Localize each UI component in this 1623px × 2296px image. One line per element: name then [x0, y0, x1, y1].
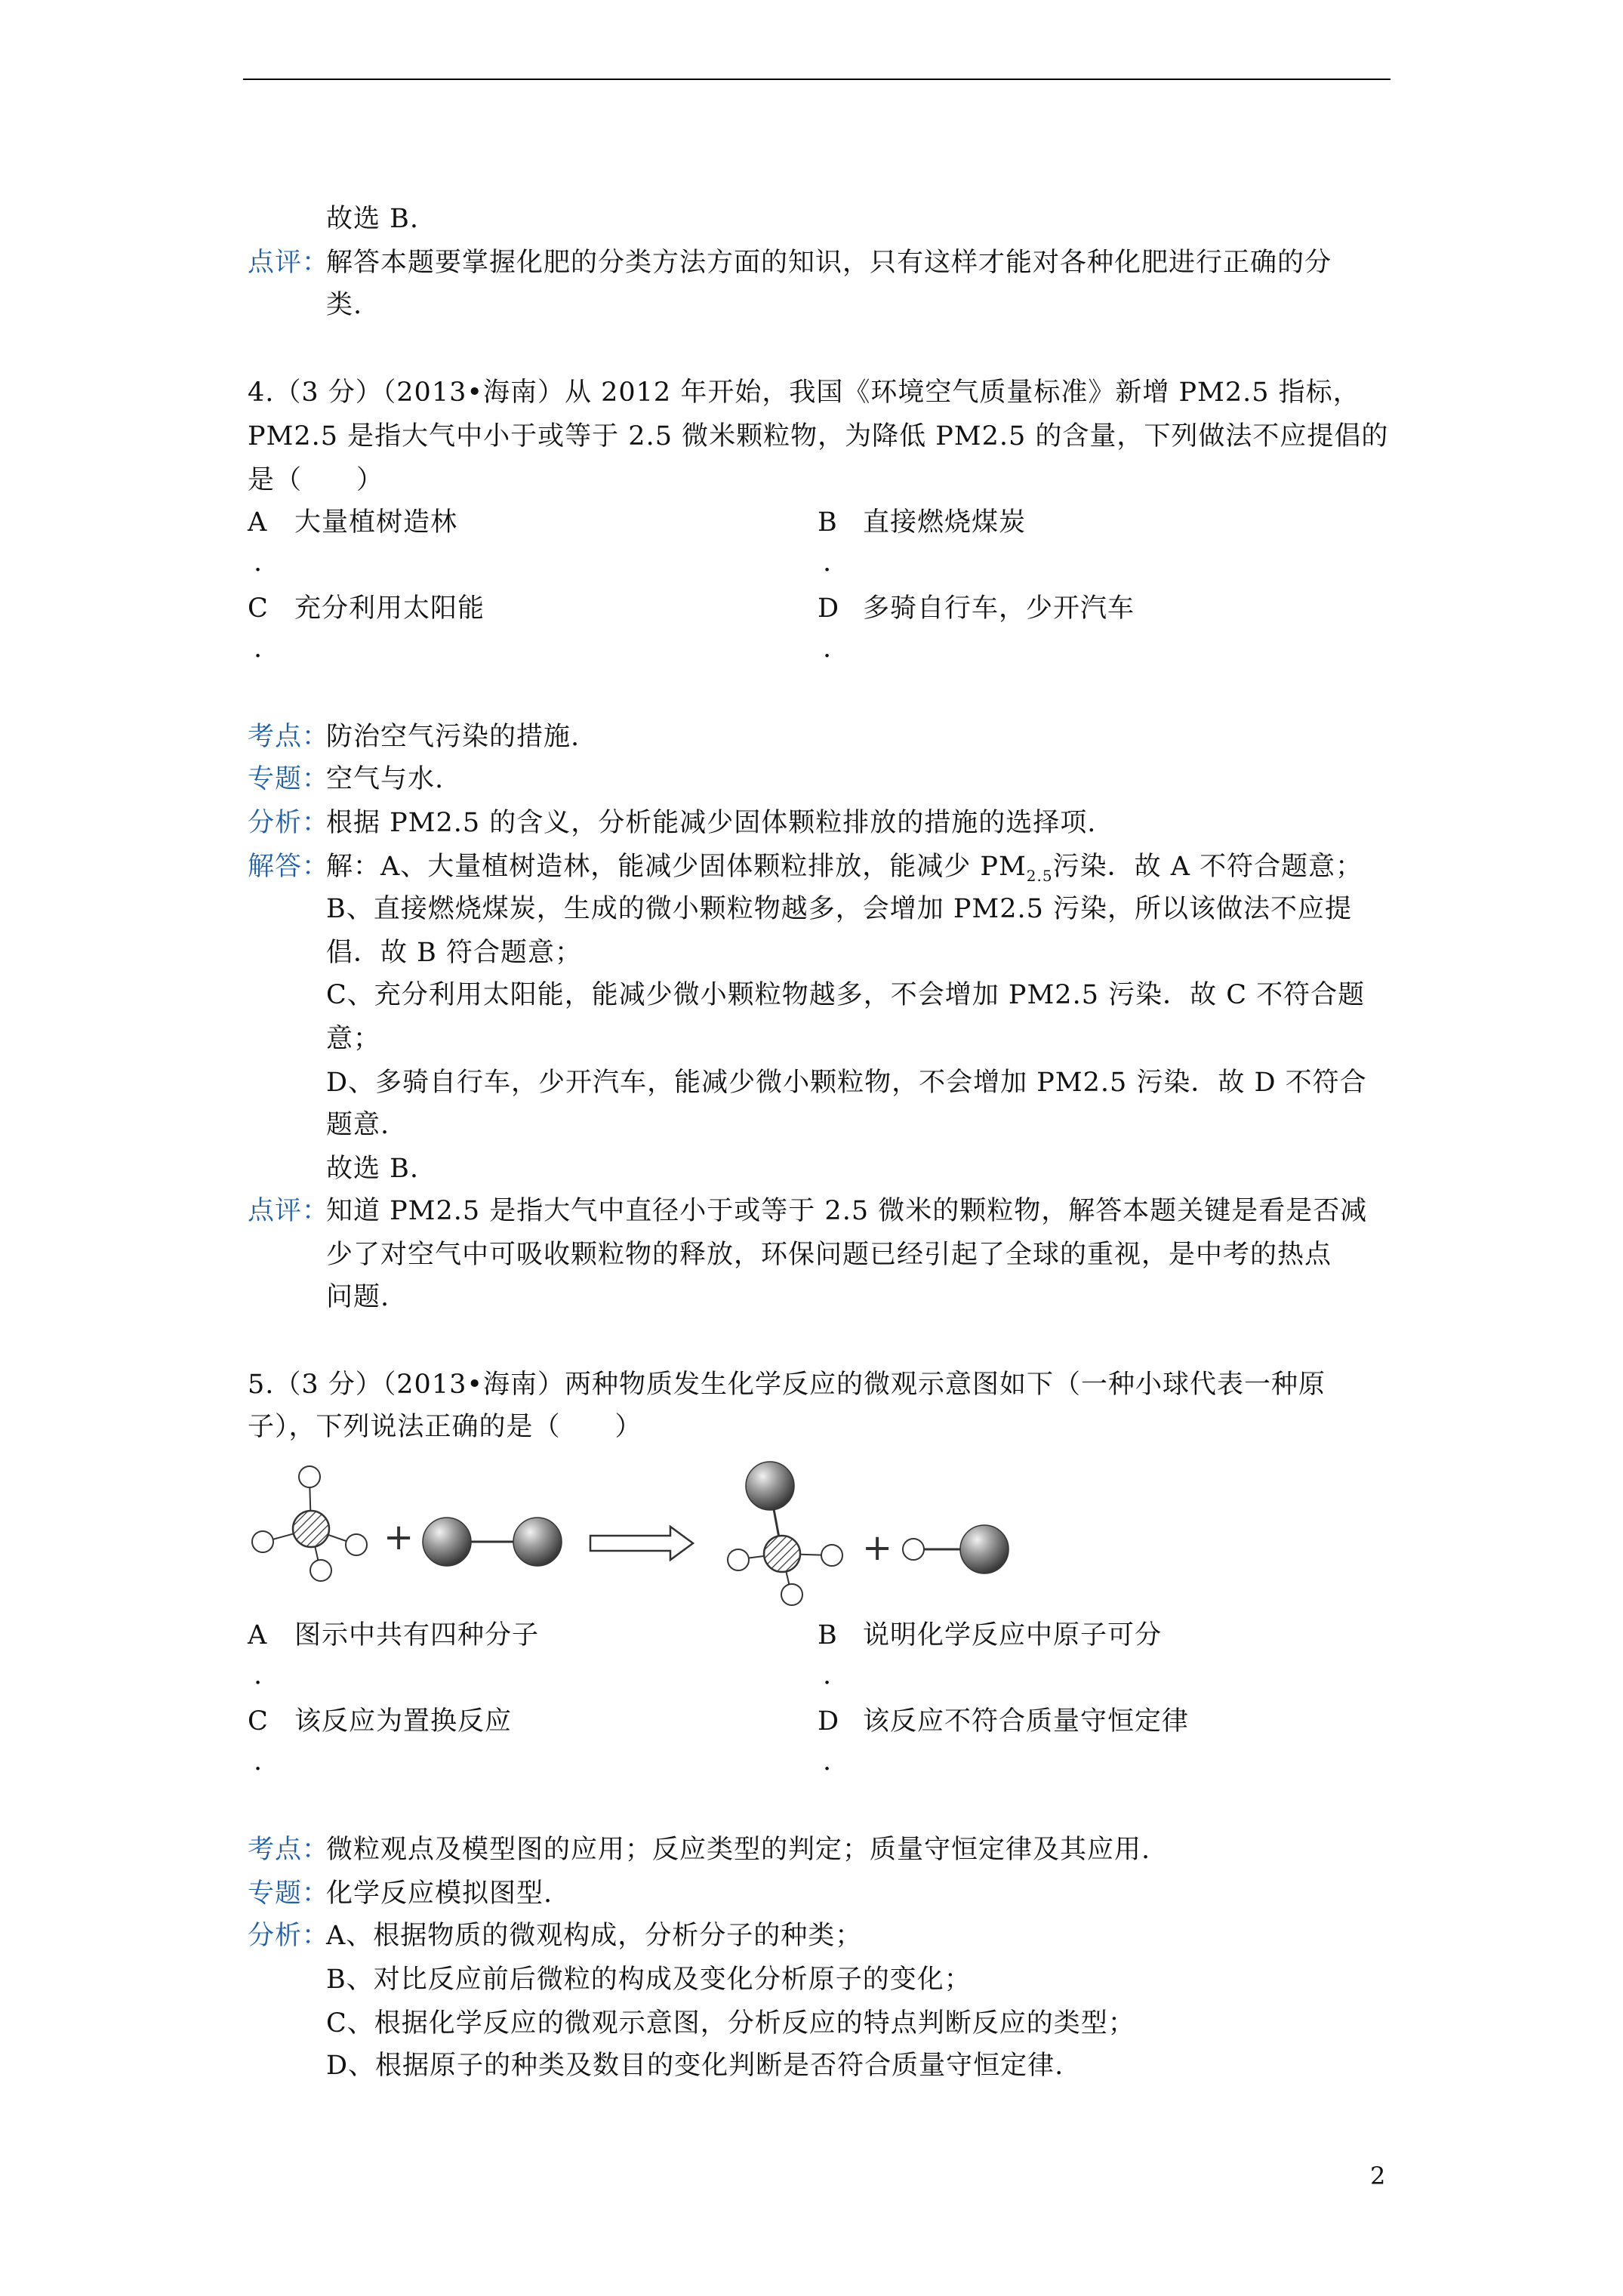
- q4-jieda-label: 解答：: [248, 852, 330, 882]
- q5-option-d: 该反应不符合质量守恒定律: [863, 1706, 1190, 1737]
- q5-option-d-letter: D: [818, 1706, 840, 1737]
- q5-zhuanti-label: 专题：: [248, 1878, 330, 1909]
- page-number: 2: [1370, 2162, 1386, 2190]
- q5-fenxi-line2: B、对比反应前后微粒的构成及变化分析原子的变化；: [326, 1965, 972, 1995]
- q5-kaodian: 微粒观点及模型图的应用；反应类型的判定；质量守恒定律及其应用.: [326, 1835, 1151, 1865]
- q4-option-c: 充分利用太阳能: [294, 593, 485, 624]
- prev-comment-line1: 解答本题要掌握化肥的分类方法方面的知识，只有这样才能对各种化肥进行正确的分: [326, 248, 1332, 278]
- q4-stem-line1: 4.（3 分）（2013•海南）从 2012 年开始，我国《环境空气质量标准》新增 PM2.5 指标，: [248, 378, 1360, 408]
- q5-option-a: 图示中共有四种分子: [294, 1620, 540, 1650]
- q4-dianping-line3: 问题.: [326, 1282, 390, 1312]
- prev-comment-line2: 类.: [326, 290, 363, 320]
- q5-dot: .: [823, 1746, 832, 1777]
- q4-zhuanti-label: 专题：: [248, 764, 330, 794]
- gray-atom: [960, 1525, 1009, 1573]
- product-molecule-1: [728, 1462, 842, 1605]
- plus-sign: +: [862, 1527, 893, 1569]
- q4-kaodian: 防治空气污染的措施.: [326, 722, 581, 752]
- header-rule: [243, 79, 1390, 80]
- q4-dot: .: [254, 633, 263, 664]
- q4-jieda-line4: C、充分利用太阳能，能减少微小颗粒物越多，不会增加 PM2.5 污染．故 C 不符合题: [326, 980, 1366, 1010]
- q4-kaodian-label: 考点：: [248, 722, 330, 752]
- q5-dot: .: [823, 1660, 832, 1690]
- q4-dot: .: [254, 547, 263, 578]
- small-atom: [299, 1466, 320, 1487]
- q4-jieda-line8: 故选 B.: [326, 1154, 419, 1184]
- q5-option-a-letter: A: [248, 1620, 268, 1650]
- q5-option-b: 说明化学反应中原子可分: [863, 1620, 1163, 1650]
- q4-fenxi: 根据 PM2.5 的含义，分析能减少固体颗粒排放的措施的选择项.: [326, 808, 1097, 838]
- small-atom: [821, 1545, 842, 1566]
- q4-dianping-line1: 知道 PM2.5 是指大气中直径小于或等于 2.5 微米的颗粒物，解答本题关键是看是否减: [326, 1196, 1368, 1226]
- reactant-molecule-2: [423, 1518, 562, 1566]
- q5-stem-line1: 5.（3 分）（2013•海南）两种物质发生化学反应的微观示意图如下（一种小球代表一种原: [248, 1370, 1326, 1400]
- q4-option-d-letter: D: [818, 593, 840, 624]
- gray-atom: [513, 1518, 562, 1566]
- small-atom: [903, 1539, 924, 1560]
- product-molecule-2: [903, 1525, 1009, 1573]
- q5-fenxi-line3: C、根据化学反应的微观示意图，分析反应的特点判断反应的类型；: [326, 2008, 1135, 2039]
- q4-jieda-line2: B、直接燃烧煤炭，生成的微小颗粒物越多，会增加 PM2.5 污染，所以该做法不应提: [326, 894, 1353, 924]
- reaction-arrow: [590, 1527, 693, 1560]
- gray-atom: [423, 1518, 471, 1566]
- q5-option-b-letter: B: [818, 1620, 838, 1650]
- q4-jieda-line6: D、多骑自行车，少开汽车，能减少微小颗粒物，不会增加 PM2.5 污染．故 D 不符合: [326, 1068, 1367, 1098]
- q4-option-d: 多骑自行车，少开汽车: [863, 593, 1135, 624]
- q4-option-a: 大量植树造林: [294, 507, 458, 538]
- q4-jieda-line3: 倡．故 B 符合题意；: [326, 938, 582, 968]
- q4-stem-line2: PM2.5 是指大气中小于或等于 2.5 微米颗粒物，为降低 PM2.5 的含量，下列做法不应提倡的: [248, 421, 1389, 451]
- q5-option-c-letter: C: [248, 1706, 269, 1737]
- small-atom: [310, 1560, 331, 1581]
- q4-zhuanti: 空气与水.: [326, 764, 445, 794]
- q5-fenxi-line1: A、根据物质的微观构成，分析分子的种类；: [326, 1921, 863, 1951]
- q5-option-c: 该反应为置换反应: [294, 1706, 513, 1737]
- reaction-diagram: [242, 1457, 1042, 1616]
- small-atom: [781, 1584, 802, 1605]
- q4-dot: .: [823, 633, 832, 664]
- prev-conclusion: 故选 B.: [326, 204, 419, 234]
- q4-dianping-label: 点评：: [248, 1196, 330, 1226]
- q4-stem-line3: 是（ ）: [248, 465, 384, 495]
- q4-option-a-letter: A: [248, 507, 268, 538]
- q4-option-b-letter: B: [818, 507, 838, 538]
- hatched-atom: [764, 1536, 800, 1572]
- q4-option-b: 直接燃烧煤炭: [863, 507, 1027, 538]
- q5-zhuanti: 化学反应模拟图型.: [326, 1878, 553, 1909]
- q5-fenxi-label: 分析：: [248, 1921, 330, 1951]
- q5-kaodian-label: 考点：: [248, 1835, 330, 1865]
- prev-comment-label: 点评：: [248, 248, 330, 278]
- hatched-atom: [293, 1511, 329, 1547]
- q4-fenxi-label: 分析：: [248, 808, 330, 838]
- q5-dot: .: [254, 1746, 263, 1777]
- q5-dot: .: [254, 1660, 263, 1690]
- q5-fenxi-line4: D、根据原子的种类及数目的变化判断是否符合质量守恒定律.: [326, 2051, 1064, 2081]
- reactant-molecule-1: [252, 1466, 367, 1581]
- q4-jieda-line5: 意；: [326, 1024, 381, 1054]
- q5-stem-line2: 子），下列说法正确的是（ ）: [248, 1412, 642, 1442]
- gray-atom: [746, 1462, 794, 1510]
- plus-sign: +: [383, 1516, 414, 1558]
- q4-dianping-line2: 少了对空气中可吸收颗粒物的释放，环保问题已经引起了全球的重视，是中考的热点: [326, 1240, 1332, 1270]
- small-atom: [252, 1531, 273, 1552]
- small-atom: [346, 1534, 367, 1555]
- q4-option-c-letter: C: [248, 593, 269, 624]
- q4-jieda-line1: 解：A、大量植树造林，能减少固体颗粒排放，能减少 $PM_{2.5}$污染．故 A 不符合题意；: [326, 852, 1363, 885]
- q4-jieda-line7: 题意.: [326, 1110, 390, 1140]
- q4-dot: .: [823, 547, 832, 578]
- small-atom: [728, 1549, 749, 1570]
